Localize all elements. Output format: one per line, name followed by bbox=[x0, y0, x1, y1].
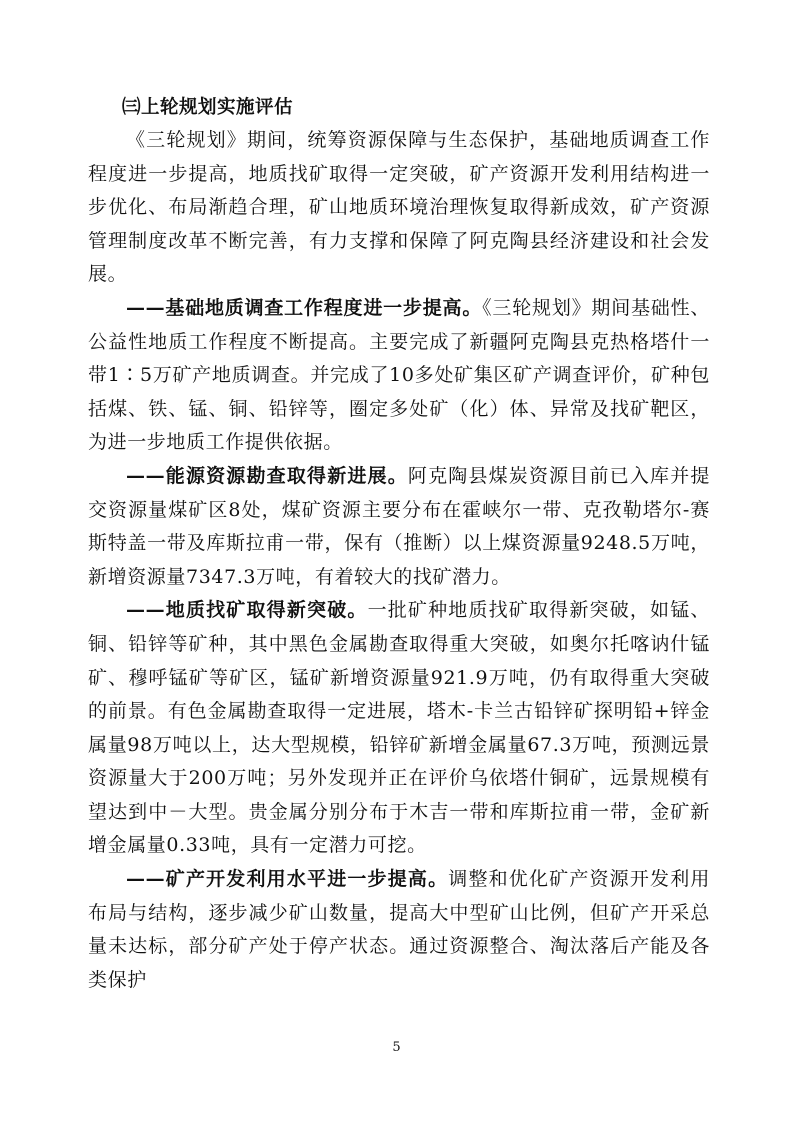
paragraph-lead: ——能源资源勘查取得新进展。 bbox=[126, 464, 408, 487]
paragraph-text: 一批矿种地质找矿取得新突破，如锰、铜、铅锌等矿种，其中黑色金属勘查取得重大突破，如奥尔托喀讷什锰矿、穆呼锰矿等矿区，锰矿新增资源量921.9万吨，仍有取得重大突破的前景。有色金属勘查取得一定进展，塔木-卡兰古铅锌矿探明铅+锌金属量98万吨以上，达大型规模，铅锌矿新增金属量67.3万吨，预测远景资源量大于200万吨；另外发现并正在评价乌依塔什铜矿，远景规模有望达到中－大型。贵金属分别分布于木吉一带和库斯拉甫一带，金矿新增金属量0.33吨，具有一定潜力可挖。 bbox=[88, 599, 710, 857]
paragraph-text: 调整和优化矿产资源开发利用布局与结构，逐步减少矿山数量，提高大中型矿山比例，但矿产开采总量未达标，部分矿产处于停产状态。通过资源整合、淘汰落后产能及各类保护 bbox=[88, 868, 710, 991]
intro-text: 《三轮规划》期间，统筹资源保障与生态保护，基础地质调查工作程度进一步提高，地质找矿取得一定突破，矿产资源开发利用结构进一步优化、布局渐趋合理，矿山地质环境治理恢复取得新成效，矿产资源管理制度改革不断完善，有力支撑和保障了阿克陶县经济建设和社会发展。 bbox=[88, 129, 710, 286]
paragraph-lead: ——基础地质调查工作程度进一步提高。 bbox=[126, 296, 483, 319]
paragraph-lead: ——地质找矿取得新突破。 bbox=[126, 599, 368, 622]
paragraph-prospecting-breakthrough bbox=[88, 594, 710, 863]
paragraph-text: 阿克陶县煤炭资源目前已入库并提交资源量煤矿区8处，煤矿资源主要分布在霍峡尔一带、克孜勒塔尔-赛斯特盖一带及库斯拉甫一带，保有（推断）以上煤资源量9248.5万吨，新增资源量7347.3万吨，有着较大的找矿潜力。 bbox=[88, 464, 710, 588]
section-heading: ㈢上轮规划实施评估 bbox=[122, 97, 294, 118]
page-number: 5 bbox=[392, 1040, 401, 1055]
intro-paragraph bbox=[88, 124, 710, 292]
paragraph-mining-utilization bbox=[88, 863, 710, 997]
paragraph-geological-survey bbox=[88, 292, 710, 460]
paragraph-text: 《三轮规划》期间基础性、公益性地质工作程度不断提高。主要完成了新疆阿克陶县克热格塔什一带1∶5万矿产地质调查。并完成了10多处矿集区矿产调查评价，矿种包括煤、铁、锰、铜、铅锌等，圈定多处矿（化）体、异常及找矿靶区，为进一步地质工作提供依据。 bbox=[88, 296, 710, 454]
paragraph-energy-exploration bbox=[88, 460, 710, 594]
paragraph-lead: ——矿产开发利用水平进一步提高。 bbox=[126, 868, 449, 891]
document-page bbox=[88, 88, 710, 1038]
